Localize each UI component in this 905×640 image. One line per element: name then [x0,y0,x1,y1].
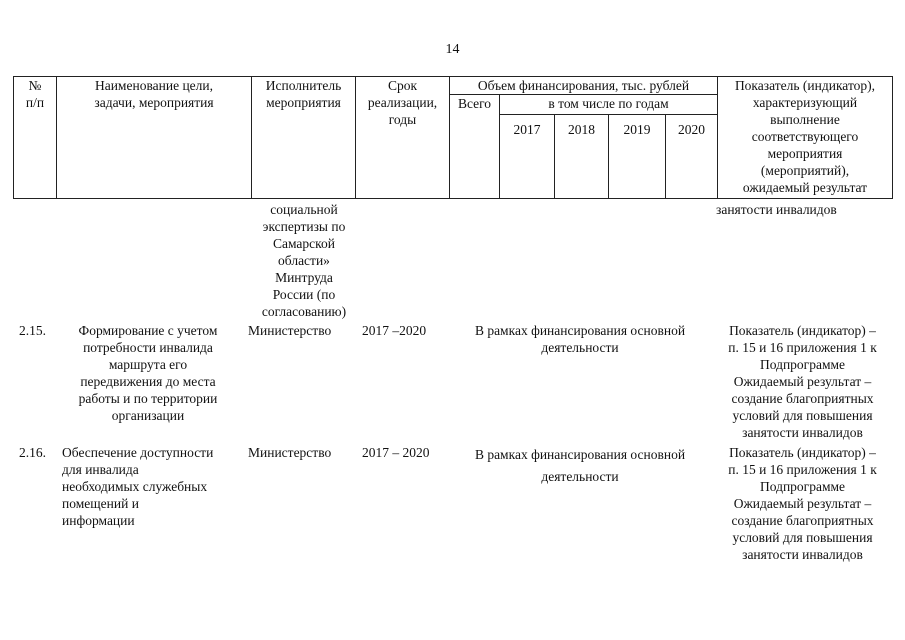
row-indicator: Показатель (индикатор) – п. 15 и 16 приложения 1 к Подпрограмме Ожидаемый результат – создание благоприятных условий для повышения занятости инвалидов [728,323,877,440]
row-indicator: Показатель (индикатор) – п. 15 и 16 приложения 1 к Подпрограмме Ожидаемый результат – создание благоприятных условий для повышения занятости инвалидов [728,445,877,562]
continuation-executor: социальной экспертизы по Самарской области» Минтруда России (по согласованию) [261,202,347,319]
row-financing: В рамках финансирования основной деятельности [474,323,686,355]
row-executor: Министерство [248,445,332,460]
row-term: 2017 –2020 [362,323,427,338]
row-name: Обеспечение доступности для инвалида необходимых служебных помещений и информации [62,445,214,528]
header-financing: Объем финансирования, тыс. рублей [450,77,718,95]
header-year-2019: 2019 [609,115,666,199]
header-name: Наименование цели, задачи, мероприятия [57,77,252,199]
header-year-2020: 2020 [666,115,718,199]
header-term: Срок реализации, годы [356,77,450,199]
header-total: Всего [450,95,500,199]
row-num: 2.16. [19,445,46,460]
header-year-2018: 2018 [555,115,609,199]
row-term: 2017 – 2020 [362,445,430,460]
header-executor: Исполнитель мероприятия [252,77,356,199]
row-num: 2.15. [19,323,46,338]
header-indicator: Показатель (индикатор), характеризующий выполнение соответствующего мероприятия (мероприятий), ожидаемый результат [718,77,893,199]
header-year-2017: 2017 [500,115,555,199]
continuation-indicator: занятости инвалидов [716,202,837,217]
row-financing: В рамках финансирования основной деятельности [474,447,686,484]
header-by-years: в том числе по годам [500,95,718,115]
header-num: № п/п [14,77,57,199]
page-number: 14 [445,42,460,57]
row-name: Формирование с учетом потребности инвалида маршрута его передвижения до места работы и по территории организации [78,323,218,423]
row-executor: Министерство [248,323,332,338]
header-table [13,76,893,199]
